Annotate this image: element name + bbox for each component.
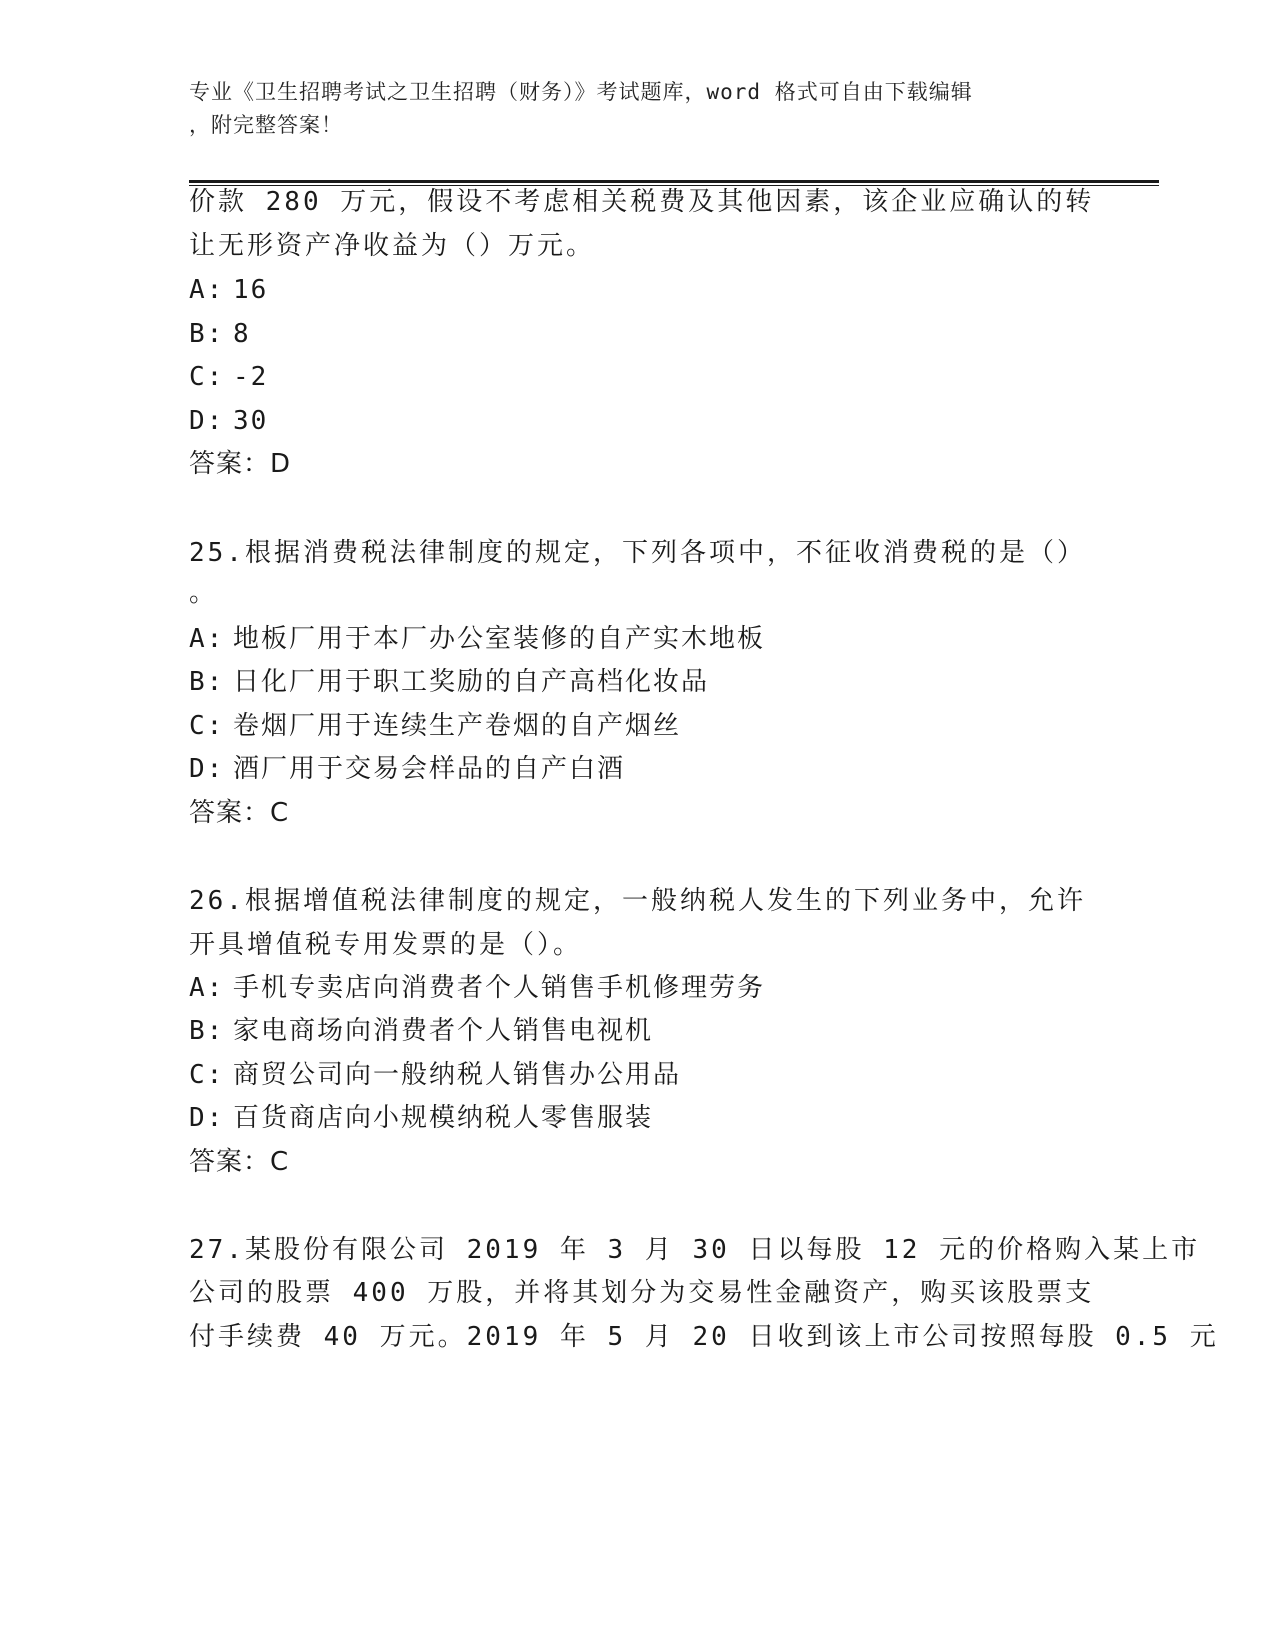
question-25-option-c xyxy=(189,709,681,743)
question-25-line-1: 25.根据消费税法律制度的规定，下列各项中，不征收消费税的是（） xyxy=(189,538,1086,568)
option-label: A: xyxy=(189,624,225,654)
question-24-option-d xyxy=(189,404,268,438)
question-27-line-2: 公司的股票 400 万股，并将其划分为交易性金融资产，购买该股票支 xyxy=(189,1278,1095,1308)
option-label: A: xyxy=(189,973,225,1003)
question-26-option-b xyxy=(189,1014,653,1048)
question-26-answer: 答案：C xyxy=(189,1147,290,1177)
question-26-option-c xyxy=(189,1058,681,1092)
option-text: 30 xyxy=(233,406,269,436)
header-divider-thick xyxy=(189,180,1159,183)
option-text: 百货商店向小规模纳税人零售服装 xyxy=(233,1103,654,1133)
option-label: D: xyxy=(189,406,225,436)
option-text: 手机专卖店向消费者个人销售手机修理劳务 xyxy=(233,973,766,1003)
question-26-option-d xyxy=(189,1101,653,1135)
option-text: 家电商场向消费者个人销售电视机 xyxy=(233,1016,654,1046)
option-label: C: xyxy=(189,1060,225,1090)
option-label: D: xyxy=(189,754,225,784)
question-26-option-a xyxy=(189,971,765,1005)
option-label: D: xyxy=(189,1103,225,1133)
document-header xyxy=(189,76,1069,142)
option-label: B: xyxy=(189,319,225,349)
option-text: 16 xyxy=(233,275,269,305)
question-24-line-2: 让无形资产净收益为（）万元。 xyxy=(189,231,596,261)
question-25-line-2: 。 xyxy=(189,578,219,608)
question-24-option-a xyxy=(189,273,268,307)
question-24-option-b xyxy=(189,317,251,351)
option-text: 地板厂用于本厂办公室装修的自产实木地板 xyxy=(233,624,766,654)
question-25-answer: 答案：C xyxy=(189,798,290,828)
option-text: -2 xyxy=(233,362,269,392)
question-26-line-1: 26.根据增值税法律制度的规定，一般纳税人发生的下列业务中，允许 xyxy=(189,886,1086,916)
option-label: B: xyxy=(189,1016,225,1046)
question-25-option-b xyxy=(189,665,709,699)
option-text: 日化厂用于职工奖励的自产高档化妆品 xyxy=(233,667,710,697)
question-24-answer: 答案：D xyxy=(189,449,292,479)
question-24-option-c xyxy=(189,360,268,394)
question-24-line-1: 价款 280 万元，假设不考虑相关税费及其他因素，该企业应确认的转 xyxy=(189,187,1095,217)
question-27-line-3: 付手续费 40 万元。2019 年 5 月 20 日收到该上市公司按照每股 0.5 元 xyxy=(189,1322,1219,1352)
option-text: 酒厂用于交易会样品的自产白酒 xyxy=(233,754,626,784)
option-text: 卷烟厂用于连续生产卷烟的自产烟丝 xyxy=(233,711,682,741)
header-line-2: ，附完整答案！ xyxy=(189,113,343,137)
option-label: C: xyxy=(189,711,225,741)
question-26-line-2: 开具增值税专用发票的是（）。 xyxy=(189,930,583,960)
question-27-line-1: 27.某股份有限公司 2019 年 3 月 30 日以每股 12 元的价格购入某上市 xyxy=(189,1235,1201,1265)
option-label: B: xyxy=(189,667,225,697)
option-text: 商贸公司向一般纳税人销售办公用品 xyxy=(233,1060,682,1090)
header-line-1: 专业《卫生招聘考试之卫生招聘（财务）》考试题库，word 格式可自由下载编辑 xyxy=(189,80,973,104)
option-label: C: xyxy=(189,362,225,392)
question-25-option-a xyxy=(189,622,765,656)
option-label: A: xyxy=(189,275,225,305)
question-25-option-d xyxy=(189,752,625,786)
option-text: 8 xyxy=(233,319,251,349)
